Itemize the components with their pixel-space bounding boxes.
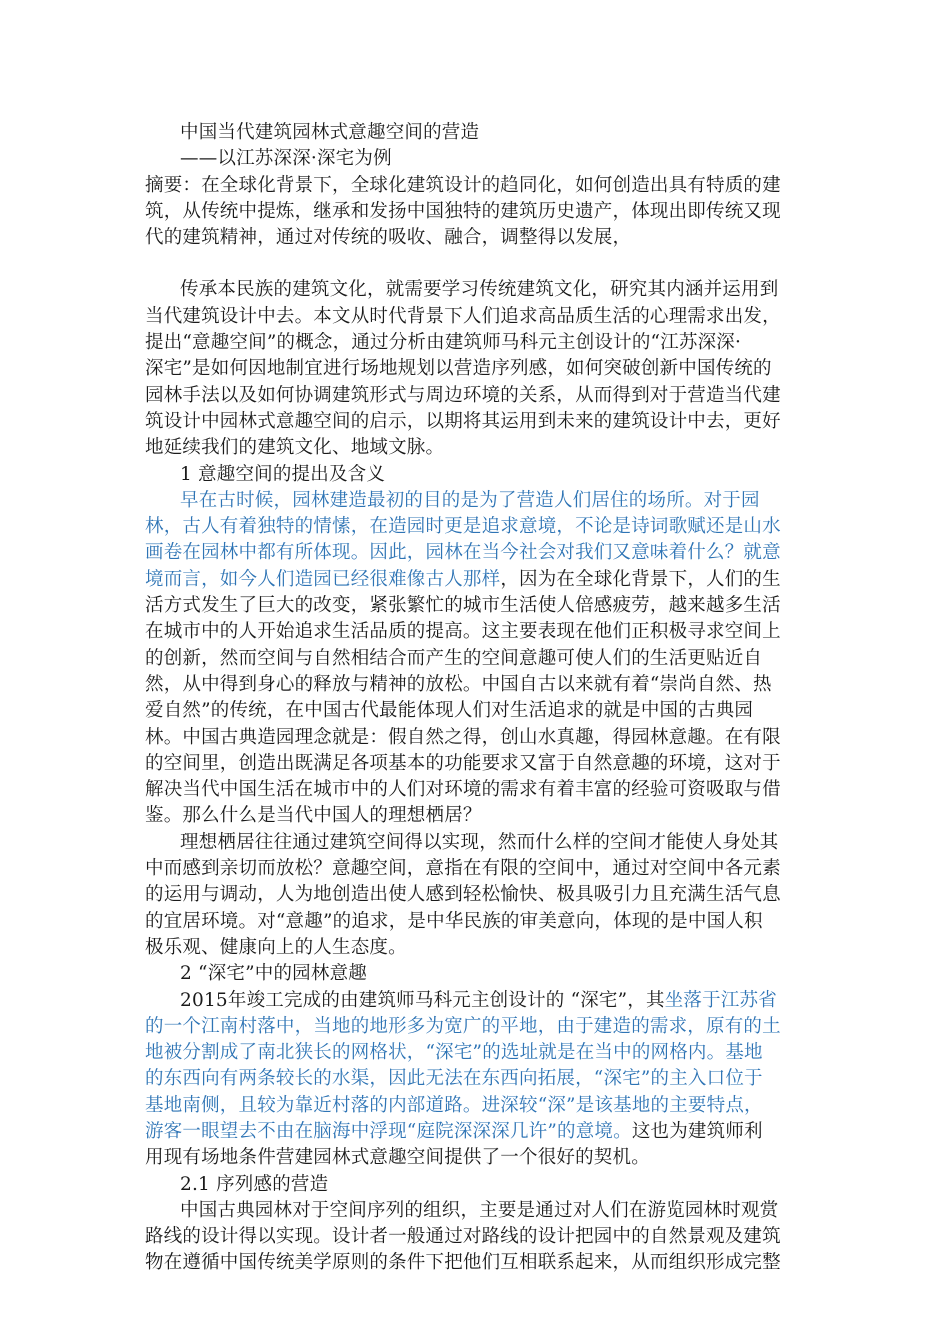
paragraph-line: 极乐观、健康向上的人生态度。	[145, 936, 407, 958]
section-2-paragraph	[145, 988, 810, 1172]
paragraph-line: 路线的设计得以实现。设计者一般通过对路线的设计把园中的自然景观及建筑	[145, 1226, 781, 1248]
paragraph-line: 然，从中得到身心的释放与精神的放松。中国自古以来就有着“崇尚自然、热	[145, 673, 772, 695]
paragraph-line: 爱自然”的传统，在中国古代最能体现人们对生活追求的就是中国的古典园	[145, 700, 754, 722]
section-1-heading: 1 意趣空间的提出及含义	[180, 463, 386, 485]
document-body	[145, 120, 810, 1277]
paragraph-line: 活方式发生了巨大的改变，紧张繁忙的城市生活使人倍感疲劳，越来越多生活	[145, 595, 781, 617]
paragraph-line: 传承本民族的建筑文化，就需要学习传统建筑文化，研究其内涵并运用到	[180, 279, 779, 301]
paragraph-line: 园林手法以及如何协调建筑形式与周边环境的关系，从而得到对于营造当代建	[145, 384, 781, 406]
abstract-line: 筑，从传统中提炼，继承和发扬中国独特的建筑历史遗产，体现出即传统又现	[145, 200, 781, 222]
paragraph-line: 中国古典园林对于空间序列的组织，主要是通过对人们在游览园林时观赏	[180, 1199, 779, 1221]
section-2-1-paragraph	[145, 1198, 810, 1277]
paragraph-gap	[145, 251, 810, 277]
normal-span: 2015年竣工完成的由建筑师马科元主创设计的 “深宅”，其	[180, 989, 665, 1011]
paragraph-line-highlight: 早在古时候，园林建造最初的目的是为了营造人们居住的场所。对于园	[180, 489, 760, 511]
paragraph-line: 深宅”是如何因地制宜进行场地规划以营造序列感，如何突破创新中国传统的	[145, 358, 772, 380]
highlight-span: 境而言，如今人们造园已经很难像古人那样	[145, 568, 501, 590]
paragraph-line-mixed	[145, 988, 810, 1014]
paragraph-line: 鉴。那么什么是当代中国人的理想栖居？	[145, 805, 482, 827]
paragraph-line-mixed	[145, 567, 810, 593]
abstract-line: 代的建筑精神，通过对传统的吸收、融合，调整得以发展，	[145, 227, 632, 249]
intro-paragraph	[145, 277, 810, 461]
normal-span: ，因为在全球化背景下，人们的生	[500, 568, 781, 590]
paragraph-line-highlight: 林，古人有着独特的情愫，在造园时更是追求意境，不论是诗词歌赋还是山水	[145, 516, 781, 538]
abstract	[145, 173, 810, 252]
paragraph-line-highlight: 基地南侧，且较为靠近村落的内部道路。进深较“深”是该基地的主要特点，	[145, 1094, 763, 1116]
paragraph-line: 的空间里，创造出既满足各项基本的功能要求又富于自然意趣的环境，这对于	[145, 752, 781, 774]
section-1-paragraph-2	[145, 830, 810, 961]
abstract-line: 摘要：在全球化背景下，全球化建筑设计的趋同化，如何创造出具有特质的建	[145, 174, 781, 196]
paragraph-line-highlight: 地被分割成了南北狭长的网格状，“深宅”的选址就是在当中的网格内。基地	[145, 1042, 763, 1064]
paragraph-line-highlight: 画卷在园林中都有所体现。因此，园林在当今社会对我们又意味着什么？就意	[145, 542, 781, 564]
paragraph-line: 的宜居环境。对“意趣”的追求，是中华民族的审美意向，体现的是中国人积	[145, 910, 763, 932]
section-2-heading: 2 “深宅”中的园林意趣	[180, 963, 367, 985]
paragraph-line: 中而感到亲切而放松？意趣空间，意指在有限的空间中，通过对空间中各元素	[145, 858, 781, 880]
paragraph-line-mixed	[145, 1119, 810, 1145]
paragraph-line: 理想栖居往往通过建筑空间得以实现，然而什么样的空间才能使人身处其	[180, 831, 779, 853]
paragraph-line: 物在遵循中国传统美学原则的条件下把他们互相联系起来，从而组织形成完整	[145, 1252, 781, 1274]
article-title: 中国当代建筑园林式意趣空间的营造	[180, 122, 480, 143]
paragraph-line: 提出“意趣空间”的概念，通过分析由建筑师马科元主创设计的“江苏深深·	[145, 332, 742, 354]
paragraph-line-highlight: 的东西向有两条较长的水渠，因此无法在东西向拓展，“深宅”的主入口位于	[145, 1068, 763, 1090]
highlight-span: 坐落于江苏省	[664, 989, 777, 1011]
highlight-span: 游客一眼望去不由在脑海中浮现“庭院深深深几许”的意境。	[145, 1120, 632, 1142]
normal-span: 这也为建筑师利	[631, 1120, 763, 1142]
paragraph-line: 用现有场地条件营建园林式意趣空间提供了一个很好的契机。	[145, 1147, 650, 1169]
paragraph-line: 筑设计中园林式意趣空间的启示，以期将其运用到未来的建筑设计中去，更好	[145, 410, 781, 432]
section-1-paragraph-1	[145, 488, 810, 830]
paragraph-line: 当代建筑设计中去。本文从时代背景下人们追求高品质生活的心理需求出发，	[145, 305, 781, 327]
paragraph-line: 的创新，然而空间与自然相结合而产生的空间意趣可使人们的生活更贴近自	[145, 647, 763, 669]
article-subtitle: ——以江苏深深·深宅为例	[180, 148, 392, 170]
paragraph-line: 林。中国古典造园理念就是：假自然之得，创山水真趣，得园林意趣。在有限	[145, 726, 781, 748]
paragraph-line: 解决当代中国生活在城市中的人们对环境的需求有着丰富的经验可资吸取与借	[145, 779, 781, 801]
section-2-1-heading: 2.1 序列感的营造	[180, 1173, 329, 1195]
paragraph-line: 的运用与调动，人为地创造出使人感到轻松愉快、极具吸引力且充满生活气息	[145, 884, 781, 906]
paragraph-line-highlight: 的一个江南村落中，当地的地形多为宽广的平地，由于建造的需求，原有的土	[145, 1015, 781, 1037]
paragraph-line: 地延续我们的建筑文化、地域文脉。	[145, 437, 445, 459]
paragraph-line: 在城市中的人开始追求生活品质的提高。这主要表现在他们正积极寻求空间上	[145, 621, 781, 643]
